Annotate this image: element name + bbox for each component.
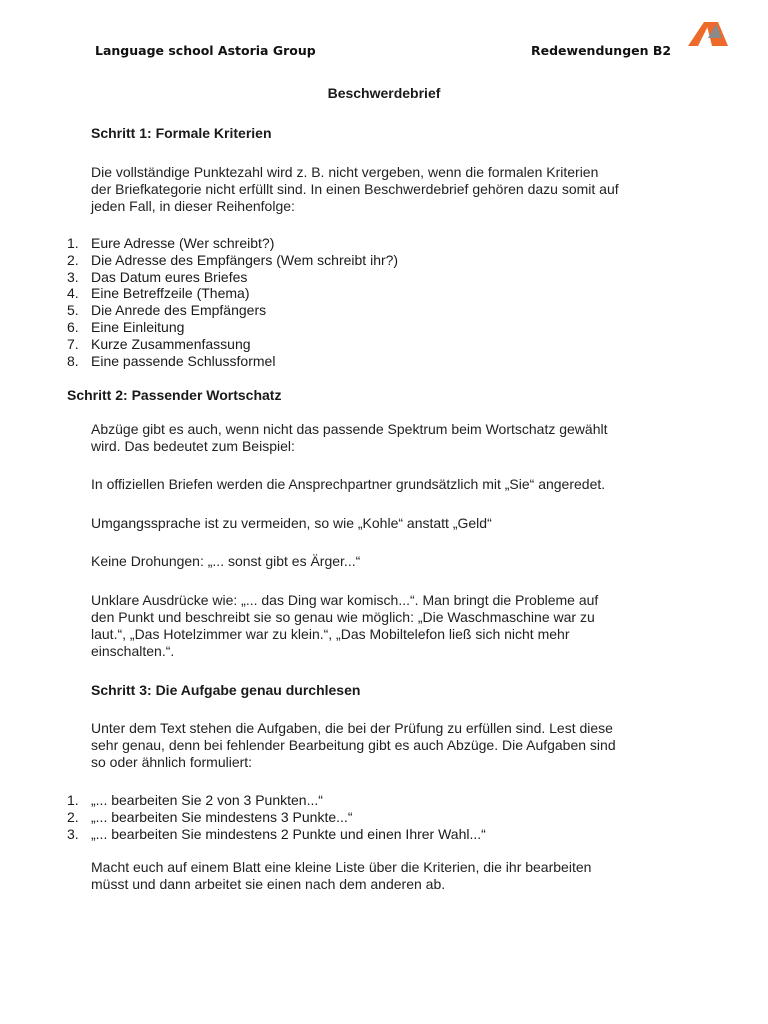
step2-intro — [91, 421, 691, 455]
item-text: Eure Adresse (Wer schreibt?) — [91, 235, 275, 251]
item-number: 1. — [67, 792, 79, 808]
item-number: 4. — [67, 285, 79, 302]
list-item — [67, 269, 398, 286]
list-item — [67, 336, 398, 353]
item-text: „... bearbeiten Sie mindestens 3 Punkte...“ — [91, 808, 353, 825]
item-text: Die Anrede des Empfängers — [91, 302, 267, 319]
header-school-name: Language school Astoria Group — [95, 43, 316, 58]
step2-paragraph-formal: In offiziellen Briefen werden die Ansprechpartner grundsätzlich mit „Sie“ angeredet. — [91, 476, 606, 492]
list-item — [67, 235, 398, 252]
list-item — [67, 809, 486, 826]
step1-intro-line: Die vollständige Punktezahl wird z. B. nicht vergeben, wenn die formalen Kriterien — [91, 164, 599, 180]
step2-unclear-line: einschalten.“. — [91, 643, 175, 659]
item-text: Das Datum eures Briefes — [91, 268, 248, 285]
item-number: 3. — [67, 268, 79, 285]
header-topic: Redewendungen B2 — [531, 43, 672, 58]
item-number: 2. — [67, 808, 79, 825]
item-text: Eine Betreffzeile (Thema) — [91, 285, 250, 302]
item-text: Kurze Zusammenfassung — [91, 335, 251, 352]
step3-outro-line: Macht euch auf einem Blatt eine kleine Liste über die Kriterien, die ihr bearbeiten — [91, 859, 592, 875]
step2-paragraph-unclear — [91, 592, 691, 660]
item-number: 6. — [67, 318, 79, 335]
item-text: „... bearbeiten Sie mindestens 2 Punkte und einen Ihrer Wahl...“ — [91, 825, 486, 842]
step2-paragraph-colloquial: Umgangssprache ist zu vermeiden, so wie „Kohle“ anstatt „Geld“ — [91, 515, 492, 531]
step2-intro-line: wird. Das bedeutet zum Beispiel: — [91, 438, 295, 454]
step3-intro — [91, 720, 691, 771]
item-number: 3. — [67, 825, 79, 842]
step3-outro — [91, 859, 691, 893]
list-item — [67, 252, 398, 269]
step1-intro — [91, 164, 691, 215]
item-text: Eine Einleitung — [91, 318, 185, 335]
item-number: 8. — [67, 352, 79, 369]
item-text: „... bearbeiten Sie 2 von 3 Punkten...“ — [91, 792, 323, 808]
step2-paragraph-threats: Keine Drohungen: „... sonst gibt es Ärger...“ — [91, 553, 361, 569]
step2-unclear-line: laut.“, „Das Hotelzimmer war zu klein.“, „Das Mobiltelefon ließ sich nicht mehr — [91, 626, 570, 642]
document-title: Beschwerdebrief — [327, 85, 441, 101]
step2-unclear-line: Unklare Ausdrücke wie: „... das Ding war komisch...“. Man bringt die Probleme auf — [91, 592, 599, 608]
step1-intro-line: der Briefkategorie nicht erfüllt sind. In einen Beschwerdebrief gehören dazu somit auf — [91, 181, 619, 197]
list-item — [67, 353, 398, 370]
item-number: 2. — [67, 251, 79, 268]
step2-heading: Schritt 2: Passender Wortschatz — [67, 387, 282, 403]
step3-intro-line: so oder ähnlich formuliert: — [91, 754, 253, 770]
list-item — [67, 826, 486, 843]
step1-intro-line: jeden Fall, in dieser Reihenfolge: — [91, 198, 295, 214]
item-number: 1. — [67, 235, 79, 251]
item-number: 5. — [67, 302, 79, 319]
step3-intro-line: sehr genau, denn bei fehlender Bearbeitung gibt es auch Abzüge. Die Aufgaben sind — [91, 737, 616, 753]
list-item — [67, 285, 398, 302]
step2-intro-line: Abzüge gibt es auch, wenn nicht das passende Spektrum beim Wortschatz gewählt — [91, 421, 608, 437]
step2-unclear-line: den Punkt und beschreibt sie so genau wie möglich: „Die Waschmaschine war zu — [91, 609, 595, 625]
step3-outro-line: müsst und dann arbeitet sie einen nach dem anderen ab. — [91, 876, 446, 892]
step1-heading: Schritt 1: Formale Kriterien — [91, 125, 272, 141]
astoria-logo-icon — [688, 20, 728, 48]
list-item — [67, 792, 486, 809]
step3-list — [67, 792, 486, 842]
item-text: Die Adresse des Empfängers (Wem schreibt ihr?) — [91, 251, 399, 268]
list-item — [67, 302, 398, 319]
item-number: 7. — [67, 335, 79, 352]
step1-list — [67, 235, 398, 369]
item-text: Eine passende Schlussformel — [91, 352, 276, 369]
step3-intro-line: Unter dem Text stehen die Aufgaben, die bei der Prüfung zu erfüllen sind. Lest diese — [91, 720, 613, 736]
step3-heading: Schritt 3: Die Aufgabe genau durchlesen — [91, 682, 361, 698]
list-item — [67, 319, 398, 336]
